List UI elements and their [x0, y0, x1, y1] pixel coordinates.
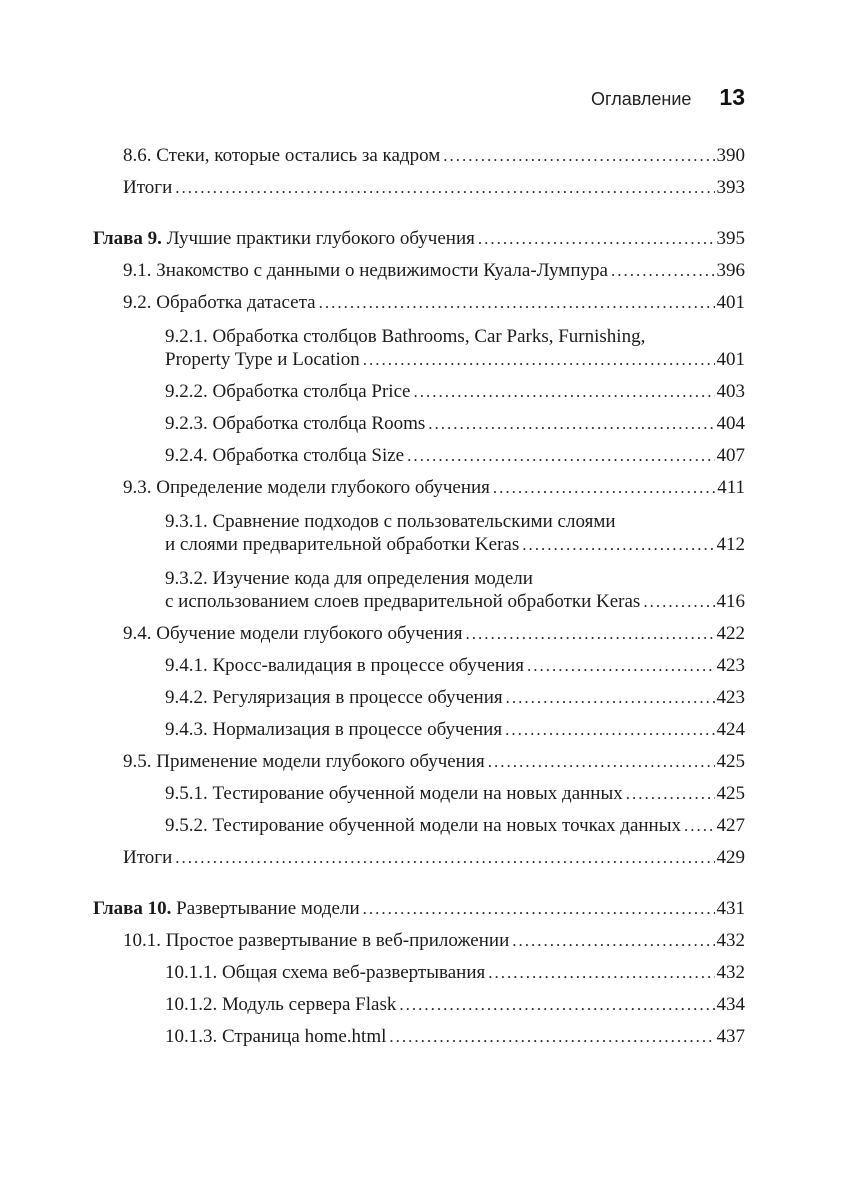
page-number: 393: [716, 177, 745, 198]
toc-entry-title: и слоями предварительной обработки Keras: [165, 534, 520, 555]
dot-leader: [527, 655, 715, 676]
page-number: 423: [716, 687, 745, 708]
toc-entry: [0, 687, 849, 708]
page-number: 429: [716, 847, 745, 868]
page-number: 424: [716, 719, 745, 740]
dot-leader: [478, 228, 715, 249]
dot-leader: [522, 534, 714, 555]
toc-entry: [0, 1026, 849, 1047]
toc-entry: [0, 783, 849, 804]
toc-entry: [0, 815, 849, 836]
page-folio-number: 13: [719, 84, 745, 110]
toc-entry-title: 10.1.1. Общая схема веб-развертывания: [165, 962, 486, 983]
toc-list: [0, 145, 849, 1058]
toc-entry-title: 9.4.1. Кросс-валидация в процессе обучения: [165, 655, 524, 676]
toc-entry-title: 9.3. Определение модели глубокого обучения: [123, 477, 490, 498]
page-header: [0, 84, 745, 111]
dot-leader: [493, 477, 715, 498]
page-number: 425: [716, 783, 745, 804]
toc-entry-title: 9.5.1. Тестирование обученной модели на новых данных: [165, 783, 623, 804]
page-number: 437: [716, 1026, 745, 1047]
dot-leader: [505, 719, 714, 740]
page-number: 431: [716, 898, 745, 919]
toc-entry-title-line1: 9.2.1. Обработка столбцов Bathrooms, Car Parks, Furnishing,: [165, 326, 646, 347]
page-number: 404: [716, 413, 745, 434]
toc-entry: [0, 751, 849, 772]
dot-leader: [319, 292, 715, 313]
toc-entry-title: 9.2.4. Обработка столбца Size: [165, 445, 405, 466]
toc-entry-title: 9.5.2. Тестирование обученной модели на новых точках данных: [165, 815, 681, 836]
dot-leader: [443, 145, 714, 166]
toc-entry: [0, 509, 849, 555]
toc-entry-title: 9.2. Обработка датасета: [123, 292, 316, 313]
page-number: 425: [716, 751, 745, 772]
toc-entry-title: 8.6. Стеки, которые остались за кадром: [123, 145, 441, 166]
toc-entry: [0, 994, 849, 1015]
toc-entry-title: 10.1.2. Модуль сервера Flask: [165, 994, 397, 1015]
toc-entry-title-line1: 9.3.2. Изучение кода для определения модели: [165, 568, 533, 589]
dot-leader: [389, 1026, 714, 1047]
toc-entry: [0, 719, 849, 740]
dot-leader: [407, 445, 714, 466]
toc-entry-title: 9.1. Знакомство с данными о недвижимости Куала-Лумпура: [123, 260, 608, 281]
page-number: 434: [716, 994, 745, 1015]
page-number: 432: [716, 962, 745, 983]
chapter-number-label: Глава 10.: [93, 898, 172, 919]
dot-leader: [413, 381, 714, 402]
page-number: 396: [716, 260, 745, 281]
toc-entry-title: Итоги: [123, 847, 173, 868]
toc-entry: [0, 260, 849, 281]
dot-leader: [363, 349, 715, 370]
page-number: 416: [716, 591, 745, 612]
toc-entry: [0, 962, 849, 983]
page-number: 395: [716, 228, 745, 249]
toc-entry: [0, 145, 849, 166]
toc-entry-title: Глава 9. Лучшие практики глубокого обучения: [93, 228, 475, 249]
toc-entry-title: 9.5. Применение модели глубокого обучения: [123, 751, 485, 772]
dot-leader: [428, 413, 714, 434]
dot-leader: [399, 994, 714, 1015]
dot-leader: [175, 847, 714, 868]
page-number: 403: [716, 381, 745, 402]
page-number: 411: [717, 477, 745, 498]
toc-entry: [0, 177, 849, 198]
dot-leader: [611, 260, 715, 281]
page-number: 427: [716, 815, 745, 836]
toc-entry: [0, 566, 849, 612]
toc-entry-title: 9.4.3. Нормализация в процессе обучения: [165, 719, 503, 740]
page-number: 390: [716, 145, 745, 166]
toc-entry: [0, 381, 849, 402]
page-number: 422: [716, 623, 745, 644]
toc-entry-title: Property Type и Location: [165, 349, 360, 370]
toc-entry: [0, 930, 849, 951]
toc-entry-title: 9.2.3. Обработка столбца Rooms: [165, 413, 426, 434]
dot-leader: [506, 687, 715, 708]
page-number: 401: [716, 349, 745, 370]
dot-leader: [465, 623, 714, 644]
toc-entry: [0, 324, 849, 370]
dot-leader: [175, 177, 714, 198]
dot-leader: [626, 783, 715, 804]
chapter-number-label: Глава 9.: [93, 228, 162, 249]
toc-entry-title: 9.4. Обучение модели глубокого обучения: [123, 623, 463, 644]
toc-entry-title: 10.1.3. Страница home.html: [165, 1026, 387, 1047]
toc-entry: [0, 292, 849, 313]
page-number: 401: [716, 292, 745, 313]
page-number: 432: [716, 930, 745, 951]
page-number: 412: [716, 534, 745, 555]
dot-leader: [643, 591, 714, 612]
toc-entry-title: Глава 10. Развертывание модели: [93, 898, 360, 919]
toc-entry: [0, 477, 849, 498]
toc-entry-title: 9.2.2. Обработка столбца Price: [165, 381, 411, 402]
dot-leader: [363, 898, 715, 919]
toc-entry: [0, 623, 849, 644]
dot-leader: [684, 815, 715, 836]
dot-leader: [512, 930, 714, 951]
page-number: 407: [716, 445, 745, 466]
toc-entry: [0, 847, 849, 868]
toc-entry: [0, 413, 849, 434]
toc-entry-title: 10.1. Простое развертывание в веб-приложении: [123, 930, 510, 951]
running-title: Оглавление: [591, 89, 692, 109]
toc-entry: [0, 445, 849, 466]
toc-entry-title: с использованием слоев предварительной обработки Keras: [165, 591, 641, 612]
toc-entry-title: 9.4.2. Регуляризация в процессе обучения: [165, 687, 503, 708]
toc-entry: [0, 228, 849, 249]
page-number: 423: [716, 655, 745, 676]
dot-leader: [488, 962, 714, 983]
toc-entry: [0, 655, 849, 676]
toc-entry: [0, 898, 849, 919]
toc-entry-title-line1: 9.3.1. Сравнение подходов с пользовательскими слоями: [165, 511, 616, 532]
toc-entry-title: Итоги: [123, 177, 173, 198]
dot-leader: [488, 751, 715, 772]
